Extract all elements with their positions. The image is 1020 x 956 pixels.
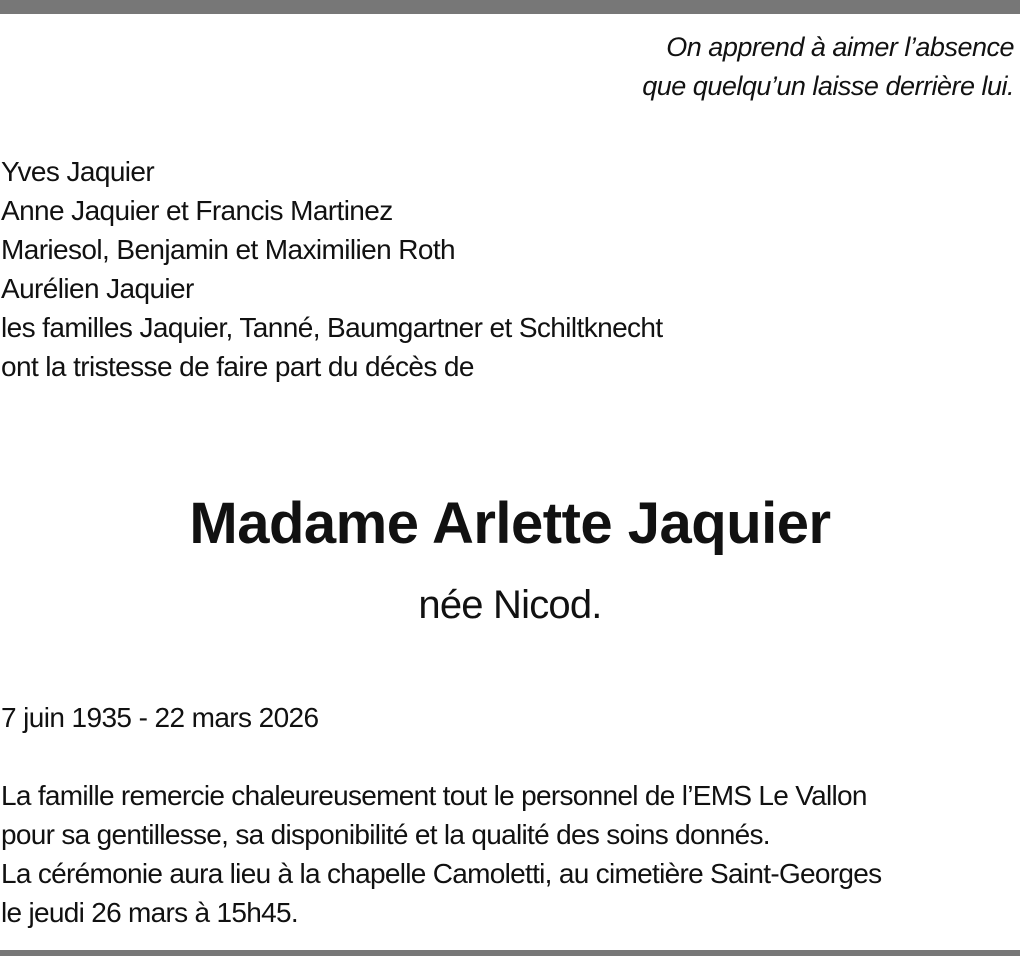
- bottom-rule: [0, 950, 1020, 956]
- family-member-line: Anne Jaquier et Francis Martinez: [1, 195, 393, 226]
- family-member-line: Yves Jaquier: [1, 156, 155, 187]
- announcement-line: ont la tristesse de faire part du décès de: [1, 351, 474, 382]
- family-announcement: [1, 152, 663, 386]
- closing-line: pour sa gentillesse, sa disponibilité et la qualité des soins donnés.: [1, 819, 770, 850]
- closing-text: [1, 776, 881, 932]
- closing-line: La famille remercie chaleureusement tout le personnel de l’EMS Le Vallon: [1, 780, 867, 811]
- maiden-name: née Nicod.: [418, 583, 602, 627]
- life-dates: 7 juin 1935 - 22 mars 2026: [1, 702, 319, 733]
- closing-line: le jeudi 26 mars à 15h45.: [1, 897, 298, 928]
- epigraph-quote: [642, 28, 1014, 106]
- family-member-line: Mariesol, Benjamin et Maximilien Roth: [1, 234, 455, 265]
- deceased-name: Madame Arlette Jaquier: [189, 491, 831, 556]
- epigraph-line: que quelqu’un laisse derrière lui.: [642, 71, 1014, 101]
- family-member-line: Aurélien Jaquier: [1, 273, 194, 304]
- closing-line: La cérémonie aura lieu à la chapelle Camoletti, au cimetière Saint-Georges: [1, 858, 882, 889]
- epigraph-line: On apprend à aimer l’absence: [666, 32, 1014, 62]
- family-member-line: les familles Jaquier, Tanné, Baumgartner et Schiltknecht: [1, 312, 663, 343]
- top-rule: [0, 0, 1020, 14]
